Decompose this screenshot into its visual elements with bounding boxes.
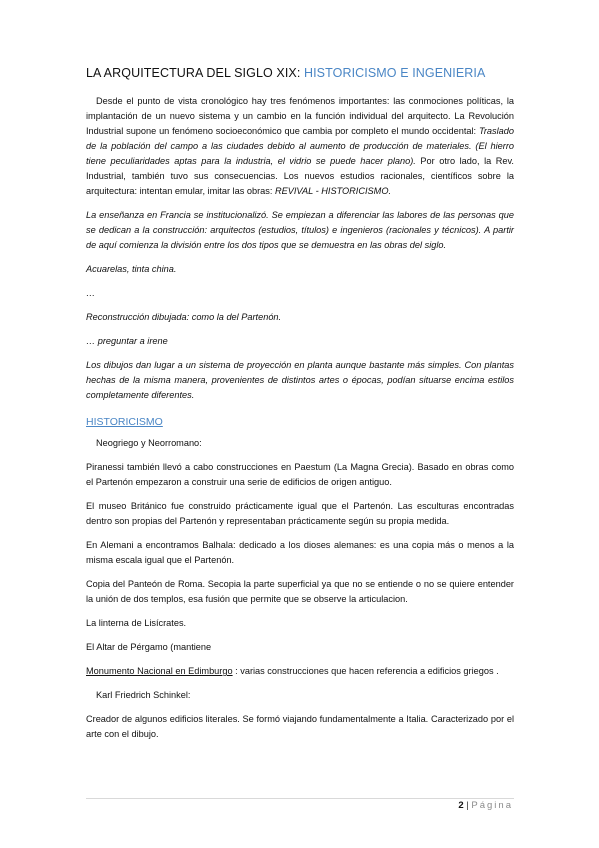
body-schinkel: Karl Friedrich Schinkel: xyxy=(96,690,191,700)
monumento-rest: : varias construcciones que hacen referencia a edificios griegos . xyxy=(232,666,499,676)
note-ellipsis: … xyxy=(86,288,96,298)
footer-separator: | xyxy=(463,800,472,811)
note-preguntar: … preguntar a irene xyxy=(86,336,168,346)
intro-italic1: Traslado de la población del campo a las ciudades debido al aumento de producción de materiales. (El hierro tiene peculiaridades aptas para la industria, el vidrio se puede hacer plano). xyxy=(86,126,514,166)
note-ensenanza: La enseñanza en Francia se institucionalizó. Se empiezan a diferenciar las labores de las personas que se dedican a la construcción: arquitectos (estudios, títulos) e ingenieros (racionales y técnicos). A partir de aquí comienza la división entre los dos tipos que se demuestra en las obras del siglo. xyxy=(86,210,514,250)
page-number: 2 xyxy=(458,800,464,811)
body-panteon: Copia del Panteón de Roma. Secopia la parte superficial ya que no se entiende o no se quiere entender la unión de dos templos, esa fusión que permite que se observe la articulacion. xyxy=(86,579,514,604)
note-reconstruccion: Reconstrucción dibujada: como la del Partenón. xyxy=(86,312,282,322)
intro-italic2: REVIVAL - HISTORICISMO. xyxy=(274,186,392,196)
body-monumento xyxy=(86,664,514,679)
body-alemania: En Alemani a encontramos Balhala: dedicado a los dioses alemanes: es una copia más o menos a la misma escala igual que el Partenón. xyxy=(86,540,514,565)
body-linterna: La linterna de Lisícrates. xyxy=(86,618,187,628)
body-museo: El museo Británico fue construido prácticamente igual que el Partenón. Las esculturas encontradas dentro son propias del Partenón y representaban prácticamente según su propia medida. xyxy=(86,501,514,526)
section-heading-historicismo[interactable]: HISTORICISMO xyxy=(86,416,163,428)
page-content xyxy=(86,66,514,751)
intro-part2: Por otro lado, la Rev. Industrial, también tuvo sus consecuencias. Los nuevos estudios racionales, científicos sobre la arquitectura: intentan emular, imitar las obras: xyxy=(86,156,514,196)
body-altar: El Altar de Pérgamo (mantiene xyxy=(86,642,212,652)
body-creador: Creador de algunos edificios literales. Se formó viajando fundamentalmente a Italia. Caracterizado por el arte con el dibujo. xyxy=(86,714,514,739)
title-accent: HISTORICISMO E INGENIERIA xyxy=(303,66,486,80)
title-main: LA ARQUITECTURA DEL SIGLO XIX: xyxy=(86,66,304,80)
intro-part1: Desde el punto de vista cronológico hay tres fenómenos importantes: las conmociones políticas, la implantación de un nuevo sistema y un cambio en la función individual del arquitecto. La Revolución Industrial supone un fenómeno socioeconómico que cambia por completo el mundo occidental: xyxy=(86,96,514,136)
note-dibujos: Los dibujos dan lugar a un sistema de proyección en planta aunque bastante más simples. Con plantas hechas de la misma manera, provenientes de distintos artes o épocas, podían situarse encima estilos completamente diferentes. xyxy=(86,360,514,400)
body-neogriego: Neogriego y Neorromano: xyxy=(96,438,202,448)
document-title xyxy=(86,66,514,80)
footer-word: Página xyxy=(471,800,513,811)
footer-divider xyxy=(86,798,514,799)
page-footer xyxy=(458,800,513,811)
body-piranesi: Piranessi también llevó a cabo construcciones en Paestum (La Magna Grecia). Basado en obras como el Partenón empezaron a construir una serie de edificios de origen antiguo. xyxy=(86,462,514,487)
note-acuarelas: Acuarelas, tinta china. xyxy=(86,264,177,274)
monumento-link[interactable]: Monumento Nacional en Edimburgo xyxy=(86,666,233,676)
intro-paragraph xyxy=(86,94,514,199)
